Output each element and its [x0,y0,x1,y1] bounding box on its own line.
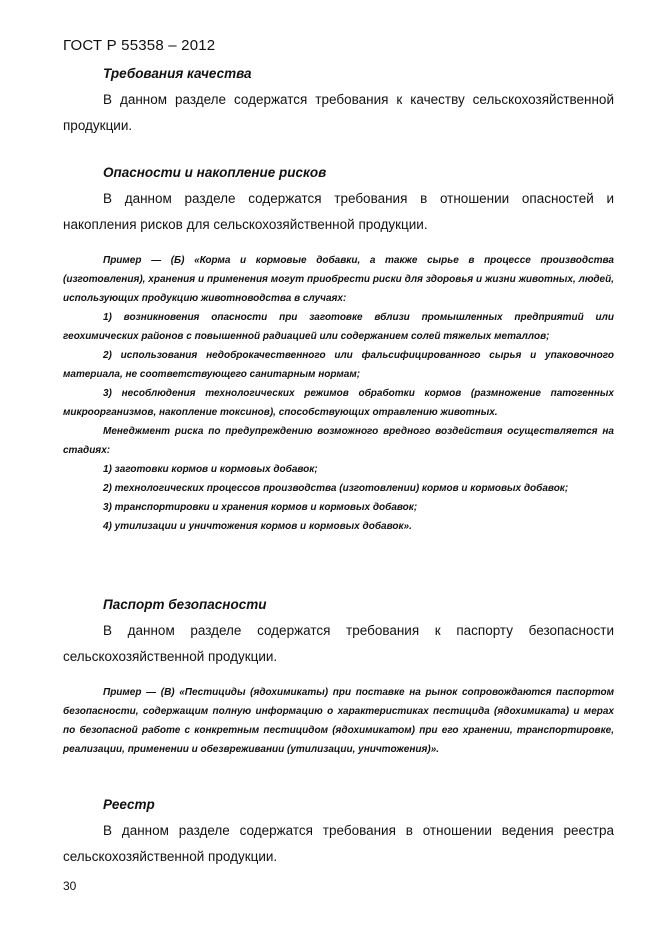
example-paragraph: Менеджмент риска по предупреждению возможного вредного воздействия осуществляется на стадиях: [63,426,614,456]
example-paragraph: 2) технологических процессов производства (изготовлении) кормов и кормовых добавок; [103,483,569,494]
example-v [63,683,614,759]
example-b [63,251,614,536]
example-paragraph: 1) возникновения опасности при заготовке вблизи промышленных предприятий или геохимических районов с повышенной радиацией или содержанием солей тяжелых металлов; [63,312,614,342]
example-paragraph: Пример — (Б) «Корма и кормовые добавки, а также сырье в процессе производства (изготовления), хранения и применения могут приобрести риски для здоровья и жизни животных, людей, использующих продукцию животноводства в случаях: [63,255,614,304]
standard-header: ГОСТ Р 55358 – 2012 [63,37,216,54]
example-paragraph: 2) использования недоброкачественного или фальсифицированного сырья и упаковочного материала, не соответствующего санитарным нормам; [63,350,614,380]
page-number: 30 [63,879,77,893]
section-quality [63,64,614,139]
example-paragraph: 4) утилизации и уничтожения кормов и кормовых добавок». [103,521,412,532]
section-heading: Опасности и накопление рисков [103,165,327,180]
section-registry [63,795,614,870]
section-paragraph: В данном разделе содержатся требования к паспорту безопасности сельскохозяйственной продукции. [63,623,614,664]
example-paragraph: Пример — (В) «Пестициды (ядохимикаты) при поставке на рынок сопровождаются паспортом безопасности, содержащим полную информацию о характеристиках пестицида (ядохимиката) и мерах по безопасной работе с конкретным пестицидом (ядохимикатом) при его хранении, транспортировке, реализации, применении и обезвреживании (утилизации, уничтожения)». [63,687,614,755]
section-heading: Реестр [103,797,155,812]
section-passport [63,595,614,670]
example-paragraph: 3) транспортировки и хранения кормов и кормовых добавок; [103,502,418,513]
section-paragraph: В данном разделе содержатся требования в отношении опасностей и накопления рисков для сельскохозяйственной продукции. [63,191,614,232]
section-paragraph: В данном разделе содержатся требования в отношении ведения реестра сельскохозяйственной продукции. [63,823,614,864]
section-paragraph: В данном разделе содержатся требования к качеству сельскохозяйственной продукции. [63,92,614,133]
section-heading: Требования качества [103,66,252,81]
section-heading: Паспорт безопасности [103,597,267,612]
section-hazards [63,163,614,238]
example-paragraph: 1) заготовки кормов и кормовых добавок; [103,464,318,475]
example-paragraph: 3) несоблюдения технологических режимов обработки кормов (размножение патогенных микроорганизмов, накопление токсинов), способствующих отравлению животных. [63,388,614,418]
